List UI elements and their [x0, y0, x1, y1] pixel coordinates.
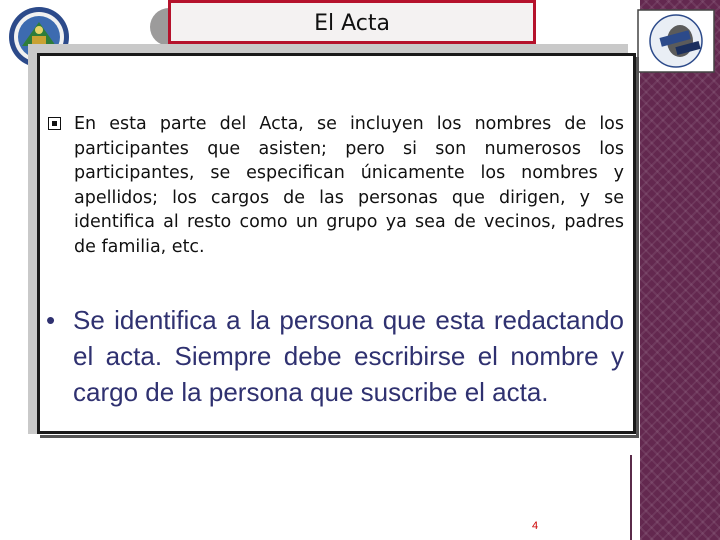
square-bullet-icon: [48, 117, 61, 130]
paragraph-1: [48, 112, 624, 259]
decorative-sidebar: [640, 0, 720, 540]
page-number: 4: [532, 520, 539, 532]
paragraph-1-text: En esta parte del Acta, se incluyen los nombres de los participantes que asisten; pero si son numerosos los participantes, se especifican únicamente los nombres y apellidos; los cargos de las personas que dirigen, y se identifica al resto como un grupo ya sea de vecinos, padres de familia, etc.: [74, 114, 624, 257]
slide-title: El Acta: [314, 11, 390, 36]
bullet-dot: •: [46, 305, 56, 335]
title-box: [168, 0, 536, 44]
faculty-emblem-icon: [636, 8, 716, 74]
paragraph-2: [46, 302, 624, 410]
paragraph-2-text: Se identifica a la persona que esta redactando el acta. Siempre debe escribirse el nombre y cargo de la persona que suscribe el acta.: [73, 305, 624, 407]
decorative-line: [630, 455, 632, 540]
